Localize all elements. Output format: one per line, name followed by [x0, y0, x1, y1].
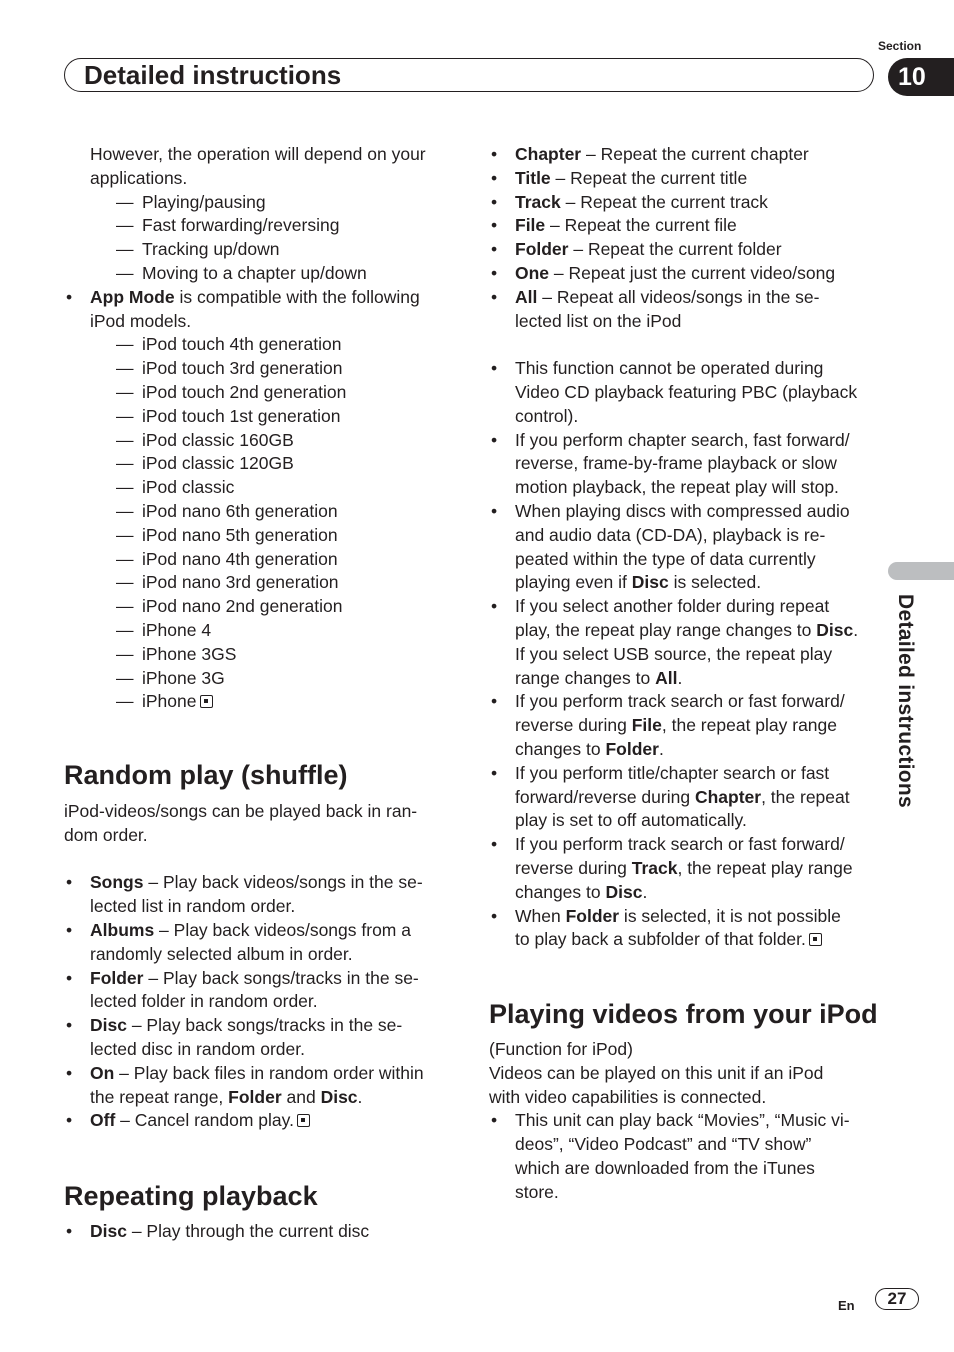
- list-item: — iPhone 3G: [116, 667, 225, 688]
- note-line: forward/reverse during Chapter, the repeat: [515, 786, 850, 807]
- list-item: — iPod touch 3rd generation: [116, 358, 343, 379]
- bullet-app-mode: • App Mode is compatible with the following: [64, 286, 459, 310]
- list-item: — Tracking up/down: [116, 239, 280, 260]
- note-chapter-search: • If you perform chapter search, fast forward/: [489, 429, 884, 453]
- bullet-songs: • Songs – Play back videos/songs in the se-: [64, 871, 459, 895]
- note-line: range changes to All.: [515, 667, 683, 688]
- end-mark-icon: [809, 933, 822, 946]
- note-line: reverse during File, the repeat play range: [515, 715, 838, 736]
- list-item: — iPod nano 2nd generation: [116, 596, 343, 617]
- side-label: Detailed instructions: [894, 594, 917, 809]
- list-item: — iPod touch 4th generation: [116, 334, 342, 355]
- note-pbc: • This function cannot be operated during: [489, 357, 884, 381]
- bullet-all: • All – Repeat all videos/songs in the se-: [489, 286, 884, 310]
- note-line: peated within the type of data currently: [515, 548, 816, 569]
- right-column: [489, 143, 884, 952]
- list-item: — iPod nano 5th generation: [116, 524, 338, 545]
- paragraph: iPod-videos/songs can be played back in ran-: [64, 801, 418, 821]
- note-line: changes to Disc.: [515, 881, 648, 902]
- paragraph: dom order.: [64, 824, 148, 845]
- end-mark-icon: [297, 1114, 310, 1127]
- bullet-continuation: randomly selected album in order.: [90, 943, 353, 964]
- bullet-continuation: lected list on the iPod: [515, 310, 682, 331]
- bullet-chapter: • Chapter – Repeat the current chapter: [489, 143, 884, 167]
- repeat-section-left: [64, 1220, 459, 1244]
- bullet-track: • Track – Repeat the current track: [489, 191, 884, 215]
- note-line: play, the repeat play range changes to Disc.: [515, 619, 859, 640]
- models-list: [64, 333, 459, 714]
- note-line: playing even if Disc is selected.: [515, 572, 762, 593]
- list-item: — iPhone: [90, 690, 459, 714]
- list-item: — iPod classic: [116, 477, 235, 498]
- left-column: [64, 143, 459, 714]
- bullet-video-formats: • This unit can play back “Movies”, “Music vi-: [489, 1109, 884, 1133]
- note-line: If you select USB source, the repeat play: [515, 643, 833, 664]
- heading-random-play: Random play (shuffle): [64, 760, 348, 790]
- bullet-disc: • Disc – Play back songs/tracks in the se-: [64, 1014, 459, 1038]
- note-file-search: • If you perform track search or fast forward/: [489, 690, 884, 714]
- bullet-continuation: lected folder in random order.: [90, 991, 318, 1012]
- bullet-continuation: the repeat range, Folder and Disc.: [90, 1086, 363, 1107]
- list-item: — iPhone 3GS: [116, 643, 237, 664]
- end-mark-icon: [200, 695, 213, 708]
- note-line: to play back a subfolder of that folder.: [489, 928, 884, 952]
- bullet-disc-repeat: • Disc – Play through the current disc: [64, 1220, 459, 1244]
- intro-line: applications.: [90, 167, 188, 188]
- list-item: — iPod touch 2nd generation: [116, 381, 347, 402]
- bullet-continuation: iPod models.: [90, 310, 192, 331]
- page-number: 27: [875, 1288, 919, 1310]
- list-item: — Moving to a chapter up/down: [116, 262, 367, 283]
- bullet-continuation: which are downloaded from the iTunes: [515, 1157, 815, 1178]
- note-line: motion playback, the repeat play will stop.: [515, 477, 839, 498]
- paragraph: with video capabilities is connected.: [489, 1086, 767, 1107]
- shuffle-section: [64, 800, 459, 1133]
- bullet-continuation: deos”, “Video Podcast” and “TV show”: [515, 1134, 812, 1155]
- section-label: Section: [878, 39, 922, 53]
- note-line: changes to Folder.: [515, 738, 664, 759]
- note-line: reverse during Track, the repeat play range: [515, 857, 853, 878]
- side-tab-marker: [888, 562, 954, 580]
- bullet-title: • Title – Repeat the current title: [489, 167, 884, 191]
- language-label: En: [838, 1298, 855, 1313]
- paragraph: (Function for iPod): [489, 1039, 633, 1059]
- list-item: — iPod nano 3rd generation: [116, 572, 339, 593]
- note-line: control).: [515, 405, 579, 426]
- heading-playing-videos: Playing videos from your iPod: [489, 999, 878, 1029]
- note-line: play is set to off automatically.: [515, 810, 747, 831]
- ops-list: [64, 191, 459, 286]
- bullet-file: • File – Repeat the current file: [489, 214, 884, 238]
- note-track-search: • If you perform track search or fast forward/: [489, 833, 884, 857]
- bullet-one: • One – Repeat just the current video/song: [489, 262, 884, 286]
- list-item: — iPod classic 120GB: [116, 453, 294, 474]
- list-item: — iPod nano 4th generation: [116, 548, 338, 569]
- bullet-continuation: lected disc in random order.: [90, 1038, 305, 1059]
- list-item: — Fast forwarding/reversing: [116, 215, 340, 236]
- intro-line: However, the operation will depend on your: [90, 144, 426, 164]
- note-line: Video CD playback featuring PBC (playback: [515, 381, 858, 402]
- list-item: — Playing/pausing: [116, 191, 266, 212]
- bullet-continuation: store.: [515, 1181, 559, 1202]
- bullet-on: • On – Play back files in random order within: [64, 1062, 459, 1086]
- note-another-folder: • If you select another folder during repeat: [489, 595, 884, 619]
- paragraph: Videos can be played on this unit if an iPod: [489, 1062, 824, 1083]
- list-item: — iPod nano 6th generation: [116, 500, 338, 521]
- section-number: 10: [888, 58, 954, 96]
- bullet-off: • Off – Cancel random play.: [64, 1109, 459, 1133]
- note-title-search: • If you perform title/chapter search or fast: [489, 762, 884, 786]
- bullet-folder: • Folder – Play back songs/tracks in the se-: [64, 967, 459, 991]
- bullet-folder-repeat: • Folder – Repeat the current folder: [489, 238, 884, 262]
- list-item: — iPod touch 1st generation: [116, 405, 341, 426]
- note-compressed-audio: • When playing discs with compressed audio: [489, 500, 884, 524]
- list-item: — iPhone 4: [116, 619, 212, 640]
- note-line: reverse, frame-by-frame playback or slow: [515, 453, 837, 474]
- note-subfolder: • When Folder is selected, it is not possible: [489, 905, 884, 929]
- page-title: Detailed instructions: [84, 60, 342, 90]
- video-section: [489, 1038, 884, 1205]
- bullet-continuation: lected list in random order.: [90, 896, 296, 917]
- heading-repeating-playback: Repeating playback: [64, 1181, 318, 1211]
- note-line: and audio data (CD-DA), playback is re-: [515, 524, 826, 545]
- bullet-albums: • Albums – Play back videos/songs from a: [64, 919, 459, 943]
- list-item: — iPod classic 160GB: [116, 429, 294, 450]
